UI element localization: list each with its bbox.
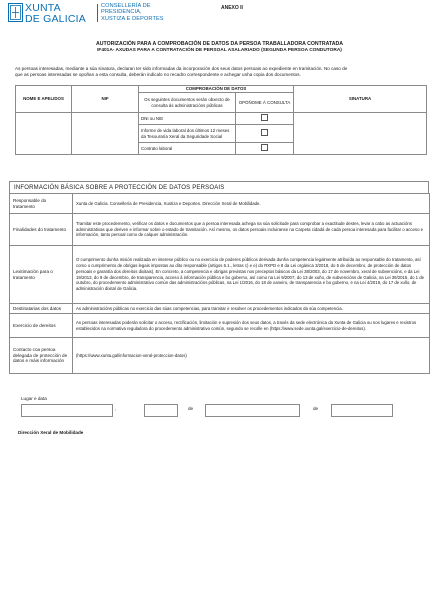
name-cell[interactable]	[16, 113, 72, 155]
form-title: AUTORIZACIÓN PARA A COMPROBACIÓN DE DATOS DA PERSOA TRABALLADORA CONTRATADA	[96, 41, 343, 47]
issuing-authority: Dirección Xeral de Mobilidade	[18, 430, 84, 435]
place-field[interactable]	[21, 404, 113, 417]
col-documents-header: Os seguintes documentos serán obxecto de consulta ás administracións públicas	[139, 93, 236, 113]
dp-label: Responsable do tratamento	[10, 194, 73, 214]
document-item: Contrato laboral	[139, 143, 236, 155]
document-item: DNI ou NIE	[139, 113, 236, 125]
dp-label: Lexitimación para o tratamento	[10, 246, 73, 304]
col-oppose-header: OPÓÑOME Á CONSULTA	[236, 93, 294, 113]
nif-cell[interactable]	[72, 113, 139, 155]
form-subtitle: IF401A- AXUDAS PARA A CONTRATACIÓN DE PERSOAL ASALARIADO (SEGUNDA PERSOA CONDUTORA)	[97, 48, 342, 53]
dp-label: Contacto coa persoa delegada de protección de datos e máis información	[10, 338, 73, 374]
consent-table	[15, 85, 427, 155]
annex-label: ANEXO II	[221, 5, 243, 11]
place-date-label: Lugar e data	[21, 396, 47, 401]
dp-value: As administracións públicas no exercicio das súas competencias, para tramitar e resolver os procedementos indicados da súa competencia.	[73, 304, 430, 314]
date-separator: ,	[115, 406, 117, 411]
logo-line-2: DE GALICIA	[25, 12, 86, 25]
signature-cell[interactable]	[294, 113, 427, 155]
day-field[interactable]	[144, 404, 178, 417]
year-field[interactable]	[331, 404, 393, 417]
oppose-cell	[236, 113, 294, 125]
intro-line: que as persoas interesadas se opoñan a esta consulta, deberán indicalo no recadro correspondente e achegar unha copia dos documentos.	[15, 72, 301, 78]
oppose-checkbox[interactable]	[261, 144, 268, 151]
col-name-header: NOME E APELIDOS	[16, 86, 72, 113]
oppose-cell	[236, 143, 294, 155]
dp-value: Xunta de Galicia. Consellería de Presidencia, Xustiza e Deportes. Dirección Xeral de Mobilidade.	[73, 194, 430, 214]
col-nif-header: NIF	[72, 86, 139, 113]
data-protection-table	[9, 193, 430, 374]
dp-value: Tramitar este procedemento, verificar os datos e documentos que a persoa interesada achega na súa solicitude para comprobar a exactitude destes, levar a cabo as actuacións administrativas que deriven e informar sobre o estado de tramitación. Así mesmo, os datos persoais incluiranse na Carpeta cidadá de cada persoa interesada para facilitar o acceso e información, tanto persoal como de calquer administración.	[73, 214, 430, 246]
data-protection-heading: INFORMACIÓN BÁSICA SOBRE A PROTECCIÓN DE DATOS PERSOAIS	[9, 181, 429, 193]
oppose-checkbox[interactable]	[261, 114, 268, 121]
dp-label: Destinatarias dos datos	[10, 304, 73, 314]
dp-value: (https://www.xunta.gal/informacion-xeral-proteccion-datos)	[73, 338, 430, 374]
xunta-logo-icon	[8, 3, 23, 22]
date-separator: de	[313, 406, 319, 411]
intro-text	[15, 66, 425, 78]
dp-label: Exercicio de dereitos	[10, 314, 73, 338]
department-line: XUSTIZA E DEPORTES	[101, 15, 164, 22]
date-separator: de	[188, 406, 194, 411]
department-line: CONSELLERÍA DE	[101, 3, 151, 9]
xunta-logo-wordmark	[25, 3, 86, 24]
logo-divider	[97, 4, 98, 22]
department-line: PRESIDENCIA,	[101, 9, 142, 16]
oppose-cell	[236, 125, 294, 143]
col-signature-header: SINATURA	[294, 86, 427, 113]
dp-value: As persoas interesadas poderán solicitar o acceso, rectificación, limitación e supresión dos seus datos, a través da sede electrónica da Xunta de Galicia ou nos lugares e rexistros establecidos na normativa reguladora do procedemento administrativo común, segundo se recolle en (https://www.sede.xunta.gal/exercicio-de-dereitos).	[73, 314, 430, 338]
dp-label: Finalidades do tratamento	[10, 214, 73, 246]
dp-value: O cumprimento dunha misión realizada en interese público ou no exercicio de poderes públicos derivada dunha competencia legalmente atribuída ao responsable do tratamento, así como o cumprimento de obrigas legais impostas ao dito responsable (artigos 6.1., letras c) e e) do RXPD e 8 da Lei orgánica 3/2018, do 5 de decembro, de protección de datos persoais e garantía dos dereitos dixitais). En concreto, a competencia e obrigas previstas nos preceptos básicos da Lei 38/2003, do 17 de novembro, xeral de subvencións, e da Lei 19/2013, do 9 de decembro, de transparencia, acceso á información pública e bo goberno, así como na Lei 9/2007, do 13 de xuño, de subvencións de Galicia, na Lei 39/2015, do 1 de outubro, do procedemento administrativo común das administracións públicas, na Lei 1/2016, do 18 de xaneiro, de transparencia e bo goberno, e na Lei 4/2019, do 17 de xullo, de administración dixital de Galicia.	[73, 246, 430, 304]
document-item: Informe de vida laboral dos últimos 12 meses da Tesouraría Xeral da Seguridade Social	[139, 125, 236, 143]
oppose-checkbox[interactable]	[261, 129, 268, 136]
col-check-data-header: COMPROBACIÓN DE DATOS	[139, 86, 294, 93]
logo-line-1: XUNTA	[25, 2, 61, 14]
month-field[interactable]	[205, 404, 300, 417]
intro-line: As persoas interesadas, mediante a súa sinatura, declaran ter sido informadas da incorporación dos seus datos persoais ao expediente en tramitación. No caso de	[15, 66, 348, 71]
department-name	[101, 3, 164, 22]
